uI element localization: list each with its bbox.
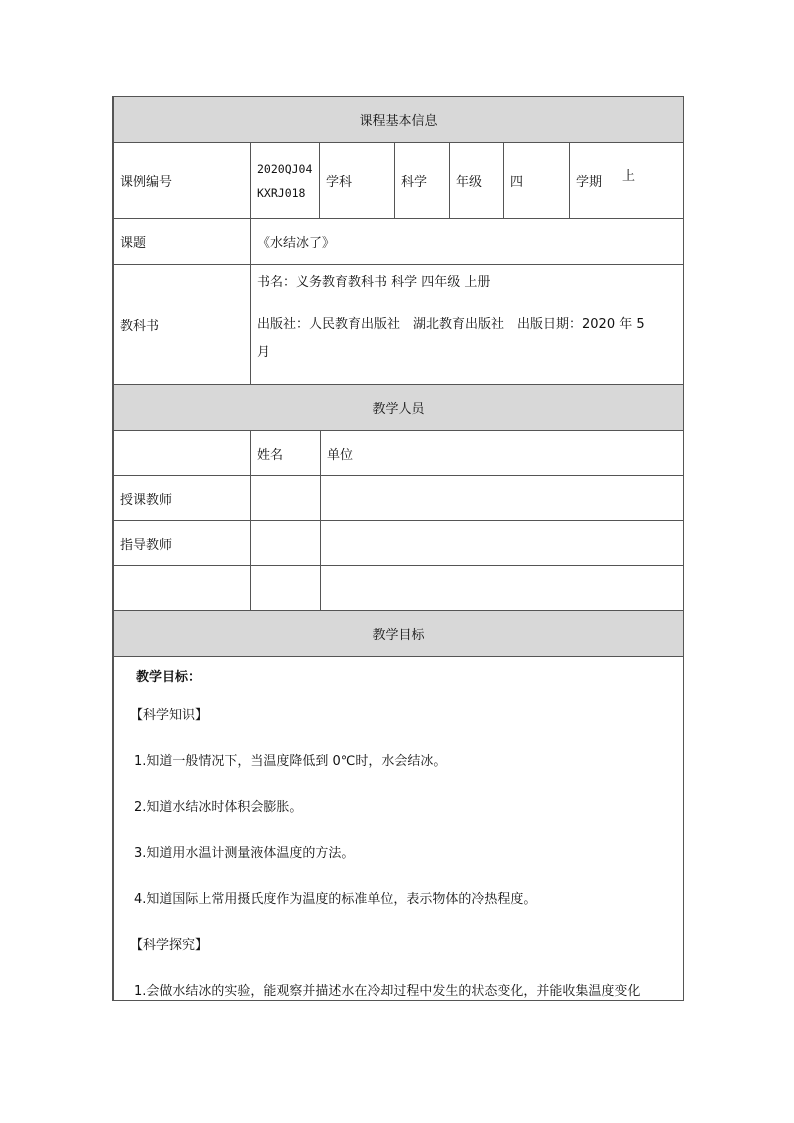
staff-name-label: 姓名 — [251, 431, 321, 476]
staff-name-cell — [251, 476, 321, 521]
staff-role-advisor: 指导教师 — [114, 521, 251, 566]
case-no-line-1: 2020QJ04 — [257, 161, 313, 176]
topic-value: 《水结冰了》 — [251, 219, 684, 265]
term-value: 上 — [622, 169, 636, 184]
objectives-title: 教学目标： — [136, 670, 202, 685]
knowledge-item-4: 4.知道国际上常用摄氏度作为温度的标准单位，表示物体的冷热程度。 — [134, 892, 537, 907]
staff-role-teacher: 授课教师 — [114, 476, 251, 521]
staff-header: 教学人员 — [114, 385, 684, 431]
textbook-publisher: 出版社：人民教育出版社 湖北教育出版社 出版日期：2020 年 5 — [257, 317, 645, 332]
knowledge-heading: 【科学知识】 — [130, 708, 209, 723]
knowledge-item-1: 1.知道一般情况下，当温度降低到 0℃时，水会结冰。 — [134, 754, 447, 769]
staff-unit-label: 单位 — [321, 431, 684, 476]
topic-label: 课题 — [114, 219, 251, 265]
objectives-header: 教学目标 — [114, 611, 684, 657]
textbook-publisher-cont: 月 — [257, 345, 271, 360]
staff-unit-cell — [321, 476, 684, 521]
objectives-body — [114, 657, 684, 1002]
textbook-name: 书名：义务教育教科书 科学 四年级 上册 — [257, 275, 491, 290]
subject-label: 学科 — [320, 143, 395, 219]
inquiry-item-1: 1.会做水结冰的实验，能观察并描述水在冷却过程中发生的状态变化，并能收集温度变化 — [134, 984, 641, 999]
inquiry-heading: 【科学探究】 — [130, 938, 209, 953]
subject-value: 科学 — [395, 143, 450, 219]
knowledge-item-3: 3.知道用水温计测量液体温度的方法。 — [134, 846, 355, 861]
course-info-header: 课程基本信息 — [114, 97, 684, 143]
staff-role-empty — [114, 566, 251, 611]
staff-unit-cell — [321, 521, 684, 566]
course-table — [113, 96, 684, 219]
staff-name-cell — [251, 521, 321, 566]
textbook-label: 教科书 — [114, 265, 251, 385]
grade-label: 年级 — [450, 143, 504, 219]
knowledge-item-2: 2.知道水结冰时体积会膨胀。 — [134, 800, 303, 815]
case-no-value — [251, 143, 320, 219]
staff-unit-cell — [321, 566, 684, 611]
case-no-label: 课例编号 — [114, 143, 251, 219]
grade-value: 四 — [504, 143, 570, 219]
term-label: 学期 — [570, 143, 684, 219]
course-table-continued — [113, 218, 684, 1001]
staff-name-cell — [251, 566, 321, 611]
lesson-plan-table — [112, 96, 684, 1001]
textbook-value — [251, 265, 684, 385]
staff-blank-cell — [114, 431, 251, 476]
case-no-line-2: KXRJ018 — [257, 185, 306, 200]
